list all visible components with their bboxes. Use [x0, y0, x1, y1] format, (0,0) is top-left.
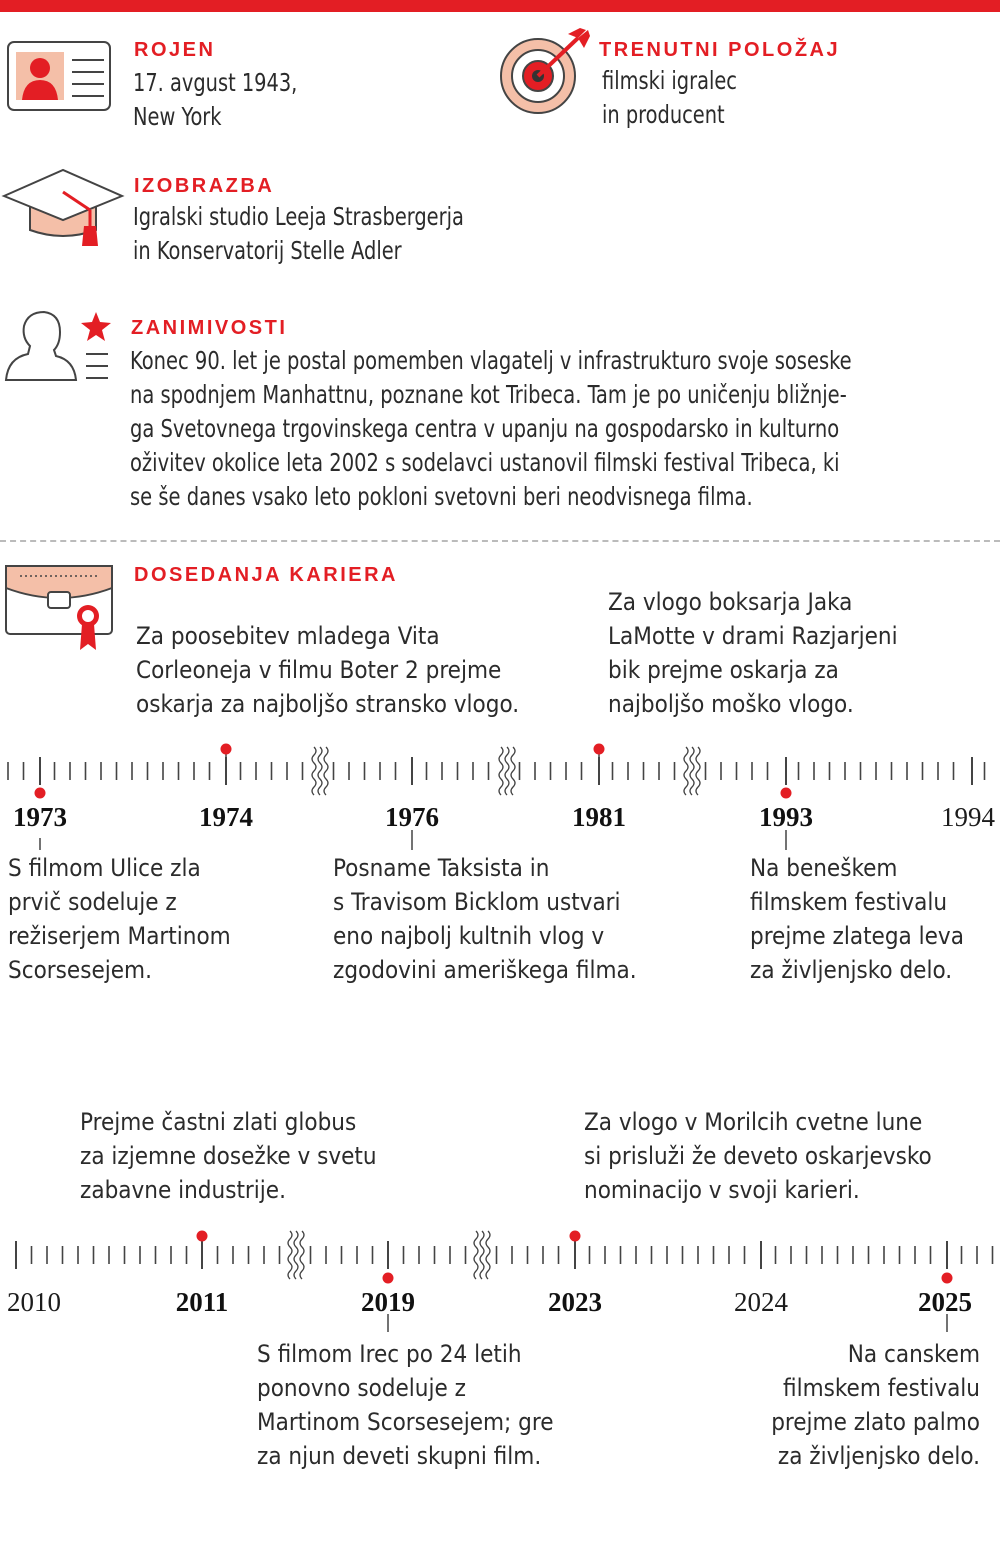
born-text	[133, 66, 297, 134]
event-2011	[80, 1105, 377, 1207]
position-text	[602, 64, 737, 132]
event-1973-line: režiserjem Martinom	[8, 922, 231, 950]
event-1974	[136, 619, 519, 721]
event-2023-line: nominacijo v svoji karieri.	[584, 1176, 860, 1204]
event-1976	[333, 851, 637, 987]
axis-break-mark	[511, 747, 515, 795]
career-label: DOSEDANJA KARIERA	[134, 564, 399, 586]
axis-break-mark	[294, 1231, 298, 1279]
event-1993-line: prejme zlatega leva	[750, 922, 964, 950]
event-2023	[584, 1105, 932, 1207]
axis-break-mark	[318, 747, 322, 795]
event-2011-line: zabavne industrije.	[80, 1176, 286, 1204]
event-1981	[608, 585, 898, 721]
event-1993-line: Na beneškem	[750, 854, 898, 882]
event-1973-line: prvič sodeluje z	[8, 888, 177, 916]
event-dot	[197, 1231, 208, 1242]
event-2025-line: filmskem festivalu	[782, 1374, 980, 1402]
event-2023-line: Za vlogo v Morilcih cvetne lune	[584, 1108, 923, 1136]
event-2011-line: Prejme častni zlati globus	[80, 1108, 357, 1136]
event-2019-line: S filmom Irec po 24 letih	[257, 1340, 522, 1368]
year-2011: 2011	[175, 1287, 229, 1317]
year-1973: 1973	[13, 802, 67, 832]
year-2023: 2023	[548, 1287, 602, 1317]
trivia-text	[130, 344, 852, 514]
year-1981: 1981	[572, 802, 626, 832]
event-1993	[750, 851, 964, 987]
event-1981-line: LaMotte v drami Razjarjeni	[608, 622, 898, 650]
born-date: 17. avgust 1943,	[133, 68, 298, 97]
position-label: TRENUTNI POLOŽAJ	[599, 39, 841, 61]
year-1993: 1993	[759, 802, 813, 832]
event-2023-line: si prisluži že deveto oskarjevsko	[584, 1142, 932, 1170]
year-1994: 1994	[941, 802, 995, 832]
year-2019: 2019	[361, 1287, 415, 1317]
event-1974-line: oskarja za najboljšo stransko vlogo.	[136, 690, 520, 718]
axis-break-mark	[324, 747, 328, 795]
event-1973	[8, 851, 231, 987]
education-line-1: Igralski studio Leeja Strasbergerja	[133, 202, 464, 231]
trivia-label: ZANIMIVOSTI	[131, 317, 288, 339]
event-1981-line: Za vlogo boksarja Jaka	[608, 588, 853, 616]
event-1976-line: s Travisom Bicklom ustvari	[333, 888, 621, 916]
event-2025-line: za življenjsko delo.	[777, 1442, 980, 1470]
year-2024: 2024	[734, 1287, 788, 1317]
event-2019-line: Martinom Scorsesejem; gre	[257, 1408, 554, 1436]
axis-break-mark	[499, 747, 503, 795]
year-1974: 1974	[199, 802, 253, 832]
year-1976: 1976	[385, 802, 439, 832]
graduation-cap-icon	[2, 164, 124, 250]
timeline-2-axis	[0, 1210, 1000, 1290]
trivia-line-3: ga Svetovnega trgovinskega centra v upanju na gospodarsko in kulturno	[130, 414, 840, 443]
axis-break-mark	[684, 747, 688, 795]
education-line-2: in Konservatorij Stelle Adler	[133, 236, 402, 265]
position-line-1: filmski igralec	[602, 66, 737, 95]
event-dot	[942, 1273, 953, 1284]
event-dot	[594, 744, 605, 755]
section-divider	[0, 540, 1000, 542]
event-dot	[570, 1231, 581, 1242]
event-1974-line: Corleoneja v filmu Boter 2 prejme	[136, 656, 502, 684]
top-accent-bar	[0, 0, 1000, 12]
year-2010: 2010	[7, 1287, 61, 1317]
event-1973-line: Scorsesejem.	[8, 956, 152, 984]
education-label: IZOBRAZBA	[134, 175, 275, 197]
event-1976-line: zgodovini ameriškega filma.	[333, 956, 637, 984]
event-2025-line: Na canskem	[847, 1340, 980, 1368]
event-2019-line: za njun deveti skupni film.	[257, 1442, 542, 1470]
event-1974-line: Za poosebitev mladega Vita	[136, 622, 440, 650]
axis-break-mark	[300, 1231, 304, 1279]
trivia-line-5: se še danes vsako leto pokloni svetovni beri neodvisnega filma.	[130, 482, 753, 511]
axis-break-mark	[474, 1231, 478, 1279]
event-2011-line: za izjemne dosežke v svetu	[80, 1142, 377, 1170]
event-1993-line: za življenjsko delo.	[750, 956, 953, 984]
event-1973-line: S filmom Ulice zla	[8, 854, 201, 882]
event-1981-line: bik prejme oskarja za	[608, 656, 839, 684]
event-1981-line: najboljšo moško vlogo.	[608, 690, 854, 718]
timeline-1-axis	[0, 730, 1000, 810]
event-dot	[221, 744, 232, 755]
event-dot	[35, 788, 46, 799]
id-card-icon	[6, 40, 112, 112]
event-2019	[257, 1337, 554, 1473]
axis-break-mark	[312, 747, 316, 795]
trivia-line-2: na spodnjem Manhattnu, poznane kot Tribeca. Tam je po uničenju bližnje-	[130, 380, 847, 409]
event-2025-line: prejme zlato palmo	[771, 1408, 980, 1436]
target-icon	[498, 24, 594, 116]
axis-break-mark	[696, 747, 700, 795]
trivia-line-4: oživitev okolice leta 2002 s sodelavci ustanovil filmski festival Tribeca, ki	[130, 448, 840, 477]
born-place: New York	[133, 102, 222, 131]
axis-break-mark	[486, 1231, 490, 1279]
born-label: ROJEN	[134, 39, 216, 61]
event-dot	[383, 1273, 394, 1284]
event-2019-line: ponovno sodeluje z	[257, 1374, 466, 1402]
event-1976-line: Posname Taksista in	[333, 854, 550, 882]
event-dot	[781, 788, 792, 799]
event-1976-line: eno najbolj kultnih vlog v	[333, 922, 605, 950]
trivia-line-1: Konec 90. let je postal pomemben vlagatelj v infrastrukturo svoje soseske	[130, 346, 852, 375]
axis-break-mark	[480, 1231, 484, 1279]
axis-break-mark	[505, 747, 509, 795]
axis-break-mark	[690, 747, 694, 795]
year-2025: 2025	[918, 1287, 972, 1317]
briefcase-award-icon	[4, 562, 114, 652]
event-2025	[771, 1337, 980, 1473]
education-text	[133, 200, 464, 268]
event-1993-line: filmskem festivalu	[750, 888, 948, 916]
axis-break-mark	[288, 1231, 292, 1279]
person-star-icon	[2, 308, 120, 386]
position-line-2: in producent	[602, 100, 725, 129]
